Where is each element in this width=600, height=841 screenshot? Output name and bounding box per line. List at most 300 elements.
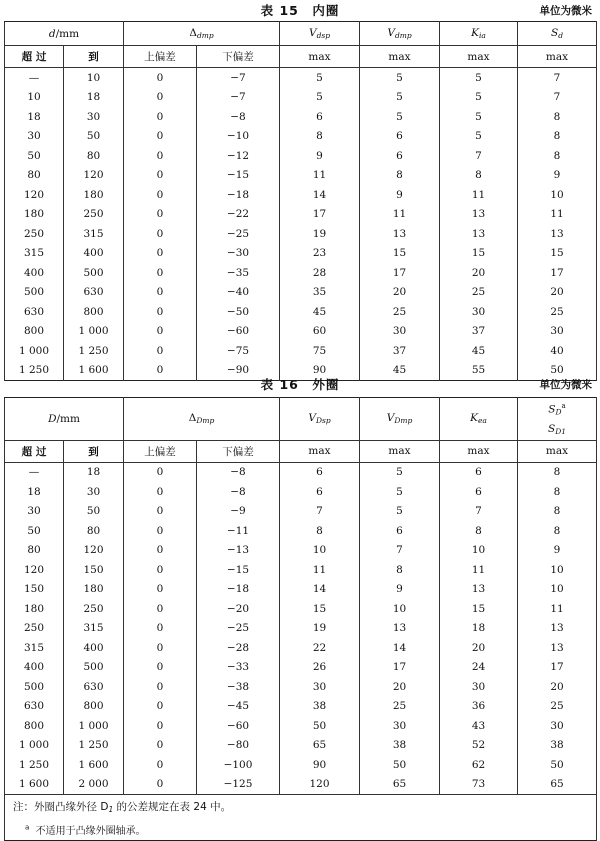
table-cell: 400 bbox=[5, 658, 64, 678]
table-cell: 0 bbox=[124, 677, 197, 697]
table16-footnote: $^a$ 不适用于凸缘外圈轴承。 bbox=[5, 819, 597, 841]
table-cell: 6 bbox=[440, 482, 518, 502]
table-cell: 1 250 bbox=[5, 361, 64, 381]
table-row bbox=[5, 697, 597, 717]
table-cell: 9 bbox=[360, 185, 440, 205]
table-cell: 6 bbox=[280, 482, 360, 502]
table-cell: 10 bbox=[360, 599, 440, 619]
table-cell: 23 bbox=[280, 244, 360, 264]
table-cell: 0 bbox=[124, 88, 197, 108]
table-cell: 10 bbox=[518, 185, 597, 205]
table16-caption bbox=[0, 376, 600, 394]
table-cell: −75 bbox=[197, 341, 280, 361]
table-cell: 52 bbox=[440, 736, 518, 756]
table-row bbox=[5, 263, 597, 283]
table-cell: 8 bbox=[518, 146, 597, 166]
table16-note: 注：外圈凸缘外径 $D_1$ 的公差规定在表 24 中。 bbox=[5, 795, 597, 819]
table-cell: 120 bbox=[5, 185, 64, 205]
table-cell: 0 bbox=[124, 716, 197, 736]
table-cell: 11 bbox=[518, 599, 597, 619]
table-cell: −100 bbox=[197, 755, 280, 775]
table-row bbox=[5, 166, 597, 186]
table-cell: 50 bbox=[64, 127, 124, 147]
table-cell: 0 bbox=[124, 541, 197, 561]
table-cell: 38 bbox=[360, 736, 440, 756]
table-cell: 10 bbox=[518, 560, 597, 580]
table15-header-lower: 下偏差 bbox=[197, 46, 280, 68]
table-cell: 15 bbox=[518, 244, 597, 264]
table-cell: 13 bbox=[360, 619, 440, 639]
table-row bbox=[5, 341, 597, 361]
table-cell: 73 bbox=[440, 775, 518, 795]
table-cell: 5 bbox=[360, 502, 440, 522]
table-cell: 20 bbox=[360, 283, 440, 303]
table-cell: −33 bbox=[197, 658, 280, 678]
table-cell: 5 bbox=[440, 68, 518, 88]
table-cell: 19 bbox=[280, 619, 360, 639]
table-cell: 0 bbox=[124, 127, 197, 147]
table16-header-lower: 下偏差 bbox=[197, 440, 280, 462]
table-cell: 0 bbox=[124, 482, 197, 502]
table-cell: 75 bbox=[280, 341, 360, 361]
table-cell: 180 bbox=[64, 580, 124, 600]
table-cell: 50 bbox=[360, 755, 440, 775]
table-cell: 5 bbox=[360, 107, 440, 127]
table16-header-d: D/mm bbox=[5, 398, 124, 441]
table-cell: 8 bbox=[360, 166, 440, 186]
table-cell: 120 bbox=[280, 775, 360, 795]
table-row bbox=[5, 775, 597, 795]
table16-header-over: 超 过 bbox=[5, 440, 64, 462]
table15-header-delta: $\Delta_{dmp}$ bbox=[124, 22, 280, 46]
table-cell: 180 bbox=[5, 205, 64, 225]
table-cell: 25 bbox=[440, 283, 518, 303]
table-cell: 500 bbox=[5, 283, 64, 303]
table-cell: 13 bbox=[360, 224, 440, 244]
table-cell: 0 bbox=[124, 166, 197, 186]
table-cell: 1 600 bbox=[64, 361, 124, 381]
table16-footnote-row bbox=[5, 819, 597, 841]
table-cell: −7 bbox=[197, 88, 280, 108]
table-cell: 6 bbox=[360, 127, 440, 147]
table-cell: 30 bbox=[64, 107, 124, 127]
table-cell: 800 bbox=[5, 716, 64, 736]
table-cell: 65 bbox=[518, 775, 597, 795]
table-cell: 10 bbox=[518, 580, 597, 600]
table-cell: 30 bbox=[360, 716, 440, 736]
table-cell: 30 bbox=[518, 322, 597, 342]
table-cell: 500 bbox=[64, 658, 124, 678]
table-cell: 9 bbox=[360, 580, 440, 600]
table-cell: 0 bbox=[124, 736, 197, 756]
table-cell: 20 bbox=[518, 677, 597, 697]
table-cell: 400 bbox=[5, 263, 64, 283]
table15-header-row-1 bbox=[5, 22, 597, 46]
table-cell: 38 bbox=[518, 736, 597, 756]
table-cell: 15 bbox=[440, 599, 518, 619]
table-cell: 20 bbox=[440, 263, 518, 283]
table-cell: 55 bbox=[440, 361, 518, 381]
table-cell: 6 bbox=[280, 462, 360, 482]
table-cell: 630 bbox=[64, 677, 124, 697]
table-row bbox=[5, 127, 597, 147]
table15 bbox=[4, 21, 597, 381]
table-cell: 0 bbox=[124, 462, 197, 482]
table-cell: 10 bbox=[64, 68, 124, 88]
table-cell: 37 bbox=[440, 322, 518, 342]
table-cell: 250 bbox=[5, 224, 64, 244]
table-cell: 120 bbox=[64, 541, 124, 561]
table-cell: −30 bbox=[197, 244, 280, 264]
table-cell: −13 bbox=[197, 541, 280, 561]
table-cell: 8 bbox=[440, 521, 518, 541]
table-row bbox=[5, 619, 597, 639]
table-cell: 500 bbox=[5, 677, 64, 697]
table-cell: 150 bbox=[5, 580, 64, 600]
table-cell: 0 bbox=[124, 580, 197, 600]
table-cell: 25 bbox=[360, 302, 440, 322]
table15-header-sd: $S_d$ bbox=[518, 22, 597, 46]
table-cell: 90 bbox=[280, 755, 360, 775]
table-cell: −25 bbox=[197, 619, 280, 639]
table-cell: −38 bbox=[197, 677, 280, 697]
table-cell: 6 bbox=[360, 146, 440, 166]
table-cell: 10 bbox=[5, 88, 64, 108]
table-row bbox=[5, 88, 597, 108]
table-cell: 30 bbox=[280, 677, 360, 697]
table-cell: 8 bbox=[518, 127, 597, 147]
table-cell: −9 bbox=[197, 502, 280, 522]
table-cell: 50 bbox=[5, 521, 64, 541]
table-row bbox=[5, 302, 597, 322]
table-cell: 8 bbox=[518, 462, 597, 482]
table-cell: 17 bbox=[518, 658, 597, 678]
table-cell: 0 bbox=[124, 599, 197, 619]
table-cell: 2 000 bbox=[64, 775, 124, 795]
table-cell: 5 bbox=[280, 68, 360, 88]
table-row bbox=[5, 638, 597, 658]
table-cell: 315 bbox=[5, 244, 64, 264]
table-cell: 315 bbox=[64, 619, 124, 639]
table-cell: 6 bbox=[280, 107, 360, 127]
table-cell: 8 bbox=[440, 166, 518, 186]
table15-header-vdsp: $V_{dsp}$ bbox=[280, 22, 360, 46]
table-cell: 0 bbox=[124, 658, 197, 678]
table-cell: 17 bbox=[360, 658, 440, 678]
table-cell: 0 bbox=[124, 224, 197, 244]
table-cell: 14 bbox=[360, 638, 440, 658]
table-cell: 80 bbox=[5, 166, 64, 186]
table-cell: 5 bbox=[280, 88, 360, 108]
table-cell: 400 bbox=[64, 638, 124, 658]
table-cell: −20 bbox=[197, 599, 280, 619]
table-cell: −8 bbox=[197, 482, 280, 502]
table15-caption bbox=[0, 2, 600, 20]
table-cell: 14 bbox=[280, 580, 360, 600]
table-cell: −90 bbox=[197, 361, 280, 381]
table-cell: 25 bbox=[518, 697, 597, 717]
table-cell: 7 bbox=[518, 88, 597, 108]
table16-header-vdmp: $V_{Dmp}$ bbox=[360, 398, 440, 441]
table-cell: 5 bbox=[360, 68, 440, 88]
table-cell: — bbox=[5, 462, 64, 482]
table-cell: 14 bbox=[280, 185, 360, 205]
table-row bbox=[5, 283, 597, 303]
table-row bbox=[5, 482, 597, 502]
table-cell: −18 bbox=[197, 580, 280, 600]
table-cell: 0 bbox=[124, 521, 197, 541]
table-cell: −45 bbox=[197, 697, 280, 717]
table-cell: 120 bbox=[64, 166, 124, 186]
table15-unit: 单位为微米 bbox=[539, 5, 592, 17]
table-cell: 22 bbox=[280, 638, 360, 658]
table-cell: 17 bbox=[280, 205, 360, 225]
table-cell: 30 bbox=[518, 716, 597, 736]
table-cell: −12 bbox=[197, 146, 280, 166]
table-cell: 13 bbox=[518, 638, 597, 658]
table-cell: 8 bbox=[518, 521, 597, 541]
table-cell: 800 bbox=[5, 322, 64, 342]
table-cell: 18 bbox=[64, 462, 124, 482]
table-cell: 1 600 bbox=[64, 755, 124, 775]
table-cell: 65 bbox=[360, 775, 440, 795]
table-cell: −50 bbox=[197, 302, 280, 322]
table16-header-row-1 bbox=[5, 398, 597, 441]
table-cell: 1 000 bbox=[5, 341, 64, 361]
table-cell: 45 bbox=[360, 361, 440, 381]
table15-header-vdmp: $V_{dmp}$ bbox=[360, 22, 440, 46]
table-row bbox=[5, 580, 597, 600]
table-cell: 7 bbox=[360, 541, 440, 561]
table-cell: 7 bbox=[518, 68, 597, 88]
table-cell: 0 bbox=[124, 502, 197, 522]
table-cell: 25 bbox=[360, 697, 440, 717]
table-cell: −80 bbox=[197, 736, 280, 756]
table-cell: 13 bbox=[440, 205, 518, 225]
table-cell: 11 bbox=[280, 166, 360, 186]
table-cell: 15 bbox=[360, 244, 440, 264]
table-cell: 180 bbox=[64, 185, 124, 205]
table-cell: −18 bbox=[197, 185, 280, 205]
table-cell: 50 bbox=[5, 146, 64, 166]
table-cell: 1 250 bbox=[64, 736, 124, 756]
table-cell: 20 bbox=[518, 283, 597, 303]
table-cell: 25 bbox=[518, 302, 597, 322]
table-cell: 11 bbox=[280, 560, 360, 580]
table-row bbox=[5, 658, 597, 678]
table-cell: 50 bbox=[518, 755, 597, 775]
table-cell: — bbox=[5, 68, 64, 88]
table-cell: 11 bbox=[360, 205, 440, 225]
table-cell: −8 bbox=[197, 462, 280, 482]
table-cell: 0 bbox=[124, 322, 197, 342]
table-cell: 120 bbox=[5, 560, 64, 580]
table-cell: −15 bbox=[197, 560, 280, 580]
table-cell: 13 bbox=[518, 619, 597, 639]
table-cell: 18 bbox=[5, 482, 64, 502]
table-cell: −8 bbox=[197, 107, 280, 127]
table-cell: 80 bbox=[64, 521, 124, 541]
table-cell: 0 bbox=[124, 341, 197, 361]
table-row bbox=[5, 205, 597, 225]
table-cell: 250 bbox=[64, 599, 124, 619]
table-cell: 0 bbox=[124, 560, 197, 580]
table-cell: 15 bbox=[440, 244, 518, 264]
table-cell: 65 bbox=[280, 736, 360, 756]
table-cell: 315 bbox=[64, 224, 124, 244]
table-cell: 30 bbox=[5, 502, 64, 522]
table-cell: 0 bbox=[124, 185, 197, 205]
table-cell: 36 bbox=[440, 697, 518, 717]
table-cell: −125 bbox=[197, 775, 280, 795]
table-cell: 1 000 bbox=[5, 736, 64, 756]
table15-header-max: max bbox=[360, 46, 440, 68]
table-cell: 0 bbox=[124, 283, 197, 303]
table-cell: 9 bbox=[518, 541, 597, 561]
table-cell: 0 bbox=[124, 775, 197, 795]
table-cell: 0 bbox=[124, 263, 197, 283]
table15-header-upper: 上偏差 bbox=[124, 46, 197, 68]
table-cell: 8 bbox=[518, 482, 597, 502]
table-cell: −7 bbox=[197, 68, 280, 88]
table16-header-max: max bbox=[280, 440, 360, 462]
table-cell: 9 bbox=[280, 146, 360, 166]
table-row bbox=[5, 502, 597, 522]
table15-header-d: d/mm bbox=[5, 22, 124, 46]
table15-header-over: 超 过 bbox=[5, 46, 64, 68]
table-cell: 1 600 bbox=[5, 775, 64, 795]
table-cell: 80 bbox=[5, 541, 64, 561]
table-cell: 30 bbox=[360, 322, 440, 342]
table-cell: 0 bbox=[124, 361, 197, 381]
table-cell: 8 bbox=[280, 521, 360, 541]
table-cell: 5 bbox=[360, 482, 440, 502]
table-cell: 19 bbox=[280, 224, 360, 244]
table-row bbox=[5, 677, 597, 697]
table-cell: −28 bbox=[197, 638, 280, 658]
table16-header-max: max bbox=[518, 440, 597, 462]
table-row bbox=[5, 185, 597, 205]
table-cell: −22 bbox=[197, 205, 280, 225]
table-cell: 43 bbox=[440, 716, 518, 736]
table-cell: −10 bbox=[197, 127, 280, 147]
table-cell: 30 bbox=[5, 127, 64, 147]
table-row bbox=[5, 521, 597, 541]
table-cell: 6 bbox=[440, 462, 518, 482]
table-cell: 37 bbox=[360, 341, 440, 361]
table15-header-max: max bbox=[518, 46, 597, 68]
table-cell: 8 bbox=[518, 107, 597, 127]
table-cell: 5 bbox=[440, 127, 518, 147]
table-cell: 8 bbox=[360, 560, 440, 580]
table-cell: 15 bbox=[280, 599, 360, 619]
table-cell: 30 bbox=[440, 302, 518, 322]
table-cell: 800 bbox=[64, 697, 124, 717]
table-cell: −35 bbox=[197, 263, 280, 283]
table-cell: 9 bbox=[518, 166, 597, 186]
table15-header-max: max bbox=[280, 46, 360, 68]
table-cell: 8 bbox=[280, 127, 360, 147]
table-cell: 38 bbox=[280, 697, 360, 717]
table-cell: 10 bbox=[280, 541, 360, 561]
table-row bbox=[5, 224, 597, 244]
table-cell: 18 bbox=[5, 107, 64, 127]
table-cell: 35 bbox=[280, 283, 360, 303]
table16-header-delta: $\Delta_{Dmp}$ bbox=[124, 398, 280, 441]
table-cell: 0 bbox=[124, 244, 197, 264]
table-cell: 180 bbox=[5, 599, 64, 619]
table16-unit: 单位为微米 bbox=[539, 379, 592, 391]
table-cell: −60 bbox=[197, 322, 280, 342]
table-row bbox=[5, 599, 597, 619]
table-cell: 0 bbox=[124, 302, 197, 322]
table-cell: 13 bbox=[440, 580, 518, 600]
table-cell: 0 bbox=[124, 107, 197, 127]
table-cell: 5 bbox=[440, 107, 518, 127]
table-cell: 1 000 bbox=[64, 322, 124, 342]
table-cell: 90 bbox=[280, 361, 360, 381]
table-cell: 50 bbox=[518, 361, 597, 381]
table-cell: −15 bbox=[197, 166, 280, 186]
table-cell: 80 bbox=[64, 146, 124, 166]
table16-body bbox=[5, 462, 597, 795]
table-cell: 62 bbox=[440, 755, 518, 775]
table-cell: 6 bbox=[360, 521, 440, 541]
table-cell: 0 bbox=[124, 205, 197, 225]
table-cell: 5 bbox=[360, 88, 440, 108]
table-cell: 800 bbox=[64, 302, 124, 322]
table-cell: 400 bbox=[64, 244, 124, 264]
table-cell: 17 bbox=[360, 263, 440, 283]
table-cell: 18 bbox=[64, 88, 124, 108]
table-row bbox=[5, 736, 597, 756]
table-cell: 30 bbox=[440, 677, 518, 697]
table-cell: 0 bbox=[124, 146, 197, 166]
table-cell: −11 bbox=[197, 521, 280, 541]
table-cell: 1 250 bbox=[64, 341, 124, 361]
table16-header-vdsp: $V_{Dsp}$ bbox=[280, 398, 360, 441]
table16-header-upper: 上偏差 bbox=[124, 440, 197, 462]
table-cell: 45 bbox=[280, 302, 360, 322]
table-cell: 60 bbox=[280, 322, 360, 342]
table-cell: −25 bbox=[197, 224, 280, 244]
table16-header-max: max bbox=[360, 440, 440, 462]
table-row bbox=[5, 322, 597, 342]
table-cell: −40 bbox=[197, 283, 280, 303]
table-cell: 40 bbox=[518, 341, 597, 361]
table-cell: 24 bbox=[440, 658, 518, 678]
table-row bbox=[5, 462, 597, 482]
table-cell: 1 250 bbox=[5, 755, 64, 775]
table-cell: 0 bbox=[124, 697, 197, 717]
table15-header-kia: $K_{ia}$ bbox=[440, 22, 518, 46]
table-cell: 630 bbox=[5, 697, 64, 717]
table-cell: 0 bbox=[124, 68, 197, 88]
table-cell: 250 bbox=[5, 619, 64, 639]
table-cell: 17 bbox=[518, 263, 597, 283]
table-row bbox=[5, 244, 597, 264]
table-cell: 630 bbox=[64, 283, 124, 303]
table-row bbox=[5, 107, 597, 127]
table-row bbox=[5, 541, 597, 561]
table-cell: 26 bbox=[280, 658, 360, 678]
table16-header-kea: $K_{ea}$ bbox=[440, 398, 518, 441]
table-cell: 18 bbox=[440, 619, 518, 639]
table-row bbox=[5, 146, 597, 166]
table-cell: 11 bbox=[518, 205, 597, 225]
table15-header-row-2 bbox=[5, 46, 597, 68]
table-cell: 10 bbox=[440, 541, 518, 561]
